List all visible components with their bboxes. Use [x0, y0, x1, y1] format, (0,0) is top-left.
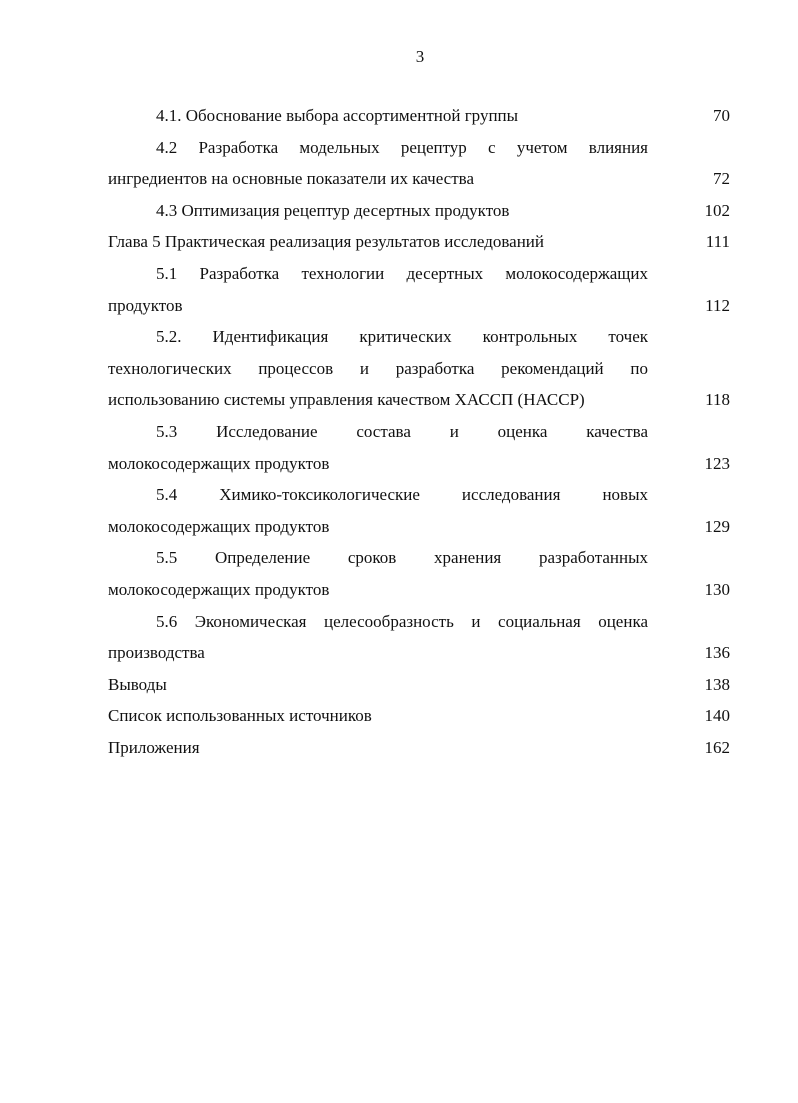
toc-entry-title: 5.4 Химико-токсикологические исследования новых: [156, 485, 648, 505]
toc-page-number: 140: [704, 706, 730, 726]
toc-page-number: 162: [704, 737, 730, 757]
toc-line: [108, 700, 730, 732]
toc-line: [108, 163, 730, 195]
toc-entry-title: 4.2 Разработка модельных рецептур с учетом влияния: [156, 137, 648, 157]
toc-entry: [108, 700, 730, 732]
toc-page-number: 138: [704, 674, 730, 694]
toc-page-number: 112: [705, 295, 730, 315]
toc-line: [108, 542, 730, 574]
toc-entry: [108, 542, 730, 605]
toc-page-number: 111: [705, 232, 730, 252]
toc-entry-title: ингредиентов на основные показатели их качества: [108, 169, 474, 189]
toc-entry-title: продуктов: [108, 295, 183, 315]
toc-entry: [108, 132, 730, 195]
toc-entry: [108, 321, 730, 416]
toc-line: [108, 637, 730, 669]
toc-line: [108, 479, 730, 511]
toc-entry-title: Глава 5 Практическая реализация результатов исследований: [108, 232, 545, 252]
toc-entry-title: молокосодержащих продуктов: [108, 516, 330, 536]
toc-entry: [108, 416, 730, 479]
toc-entry: [108, 100, 730, 132]
toc-line: [108, 132, 730, 164]
toc-line: [108, 732, 730, 764]
toc-entry-title: использованию системы управления качеством ХАССП (НАССР): [108, 390, 585, 410]
toc-page-number: 118: [705, 390, 730, 410]
toc-line: [108, 258, 730, 290]
toc-page-number: 129: [704, 516, 730, 536]
toc-entry: [108, 669, 730, 701]
toc-line: [108, 384, 730, 416]
toc-line: [108, 574, 730, 606]
toc-entry-title: 5.1 Разработка технологии десертных молокосодержащих: [156, 263, 648, 283]
toc-entry-title: 5.6 Экономическая целесообразность и социальная оценка: [156, 611, 648, 631]
toc-entry: [108, 195, 730, 227]
toc-line: [108, 195, 730, 227]
toc-line: [108, 416, 730, 448]
toc-line: [108, 100, 730, 132]
toc-line: [108, 511, 730, 543]
toc-entry-title: Приложения: [108, 737, 200, 757]
toc-line: [108, 290, 730, 322]
table-of-contents: [108, 100, 730, 763]
toc-page-number: 102: [704, 200, 730, 220]
toc-entry-title: 5.3 Исследование состава и оценка качества: [156, 421, 648, 441]
toc-line: [108, 669, 730, 701]
toc-line: [108, 353, 730, 385]
toc-entry: [108, 606, 730, 669]
toc-page-number: 123: [704, 453, 730, 473]
toc-line: [108, 448, 730, 480]
toc-entry-title: 4.1. Обоснование выбора ассортиментной группы: [156, 106, 519, 125]
toc-entry-title: молокосодержащих продуктов: [108, 579, 330, 599]
toc-line: [108, 226, 730, 258]
toc-line: [108, 606, 730, 638]
page-number: 3: [415, 47, 425, 66]
toc-entry: [108, 226, 730, 258]
toc-entry: [108, 479, 730, 542]
toc-entry: [108, 732, 730, 764]
toc-entry-title: 4.3 Оптимизация рецептур десертных продуктов: [156, 200, 510, 220]
toc-entry-title: 5.5 Определение сроков хранения разработанных: [156, 548, 648, 568]
toc-entry-title: Список использованных источников: [108, 706, 372, 726]
toc-page-number: 70: [713, 106, 730, 125]
toc-entry-title: технологических процессов и разработка рекомендаций по: [108, 358, 648, 378]
toc-page-number: 72: [713, 169, 730, 189]
toc-entry: [108, 258, 730, 321]
toc-entry-title: Выводы: [108, 674, 167, 694]
toc-entry-title: молокосодержащих продуктов: [108, 453, 330, 473]
toc-entry-title: 5.2. Идентификация критических контрольных точек: [156, 327, 648, 347]
toc-page-number: 136: [704, 643, 730, 663]
toc-page-number: 130: [704, 579, 730, 599]
toc-line: [108, 321, 730, 353]
toc-entry-title: производства: [108, 643, 205, 663]
